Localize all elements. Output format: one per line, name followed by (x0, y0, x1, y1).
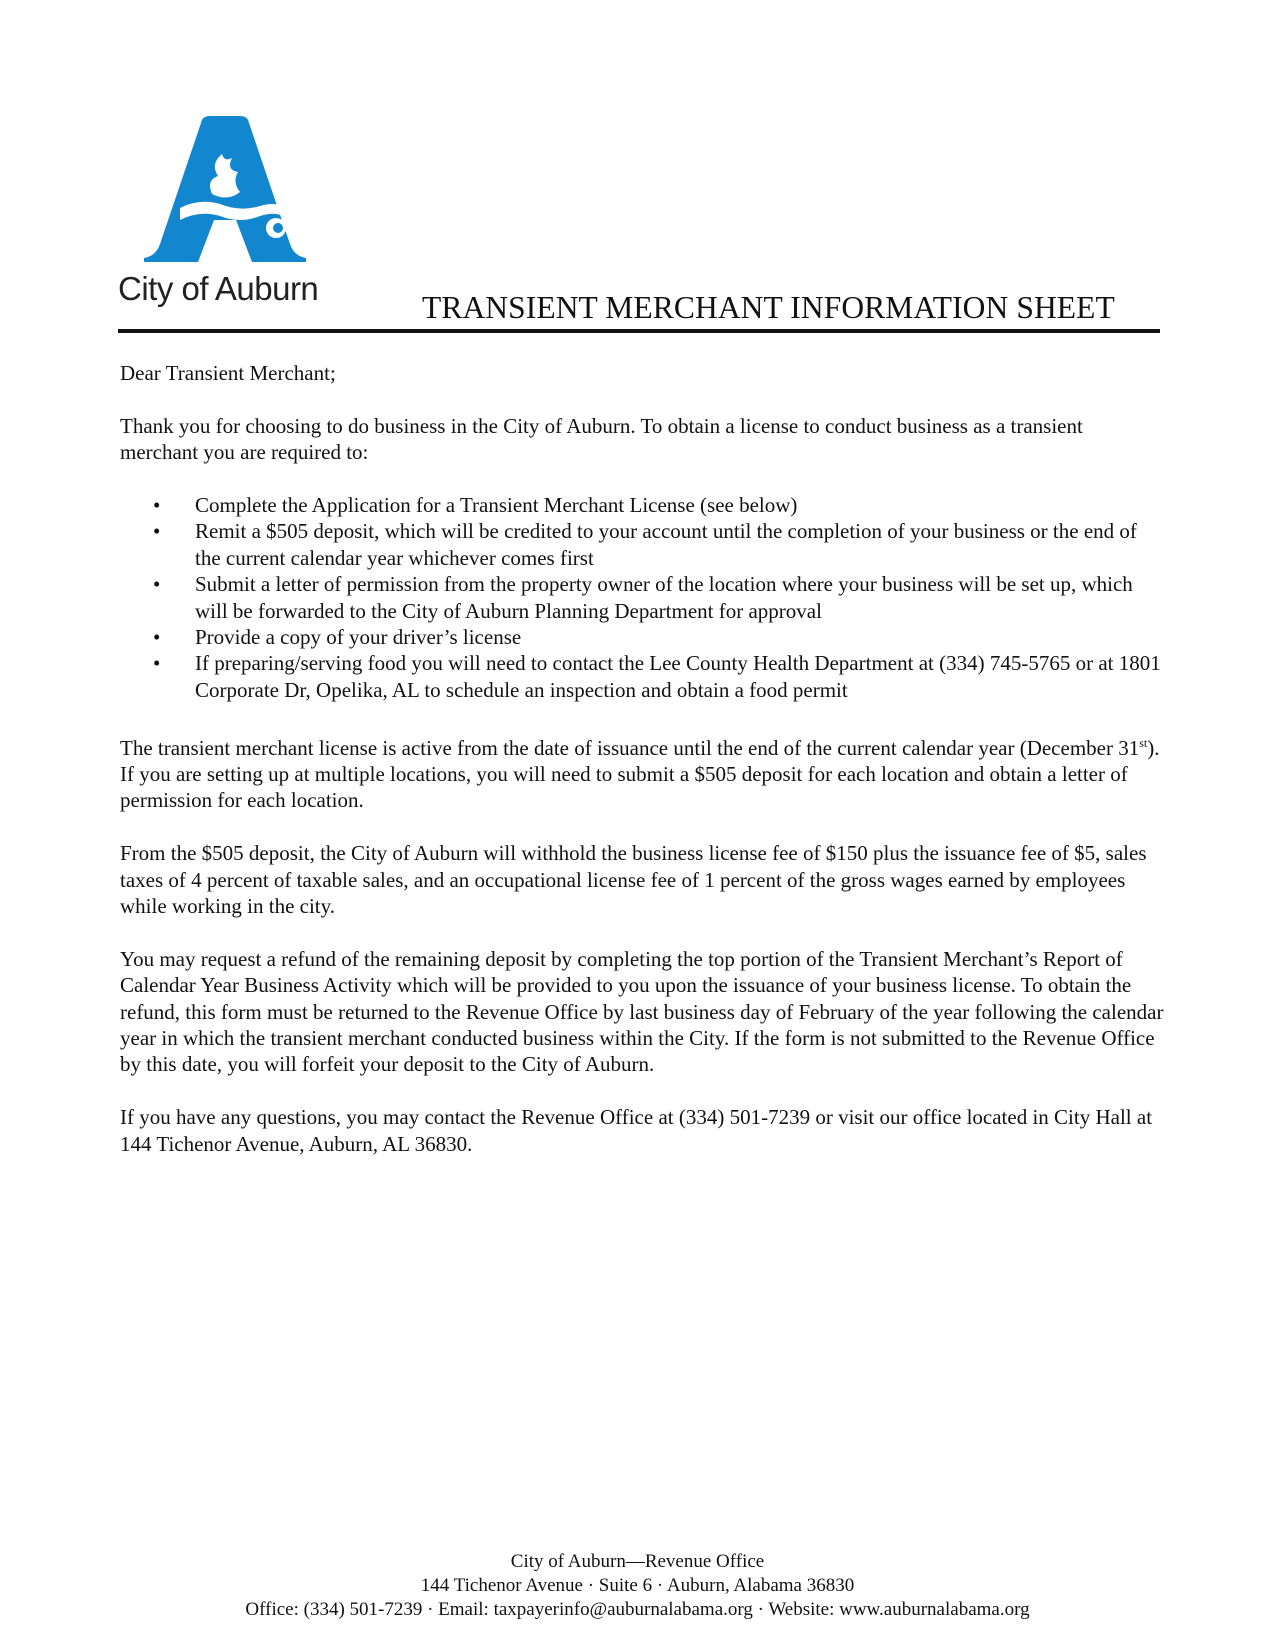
license-paragraph (120, 730, 1165, 814)
footer-address: 144 Tichenor Avenue · Suite 6 · Auburn, Alabama 36830 (420, 1575, 855, 1596)
ordinal-suffix: st (1139, 735, 1148, 750)
logo-text: City of Auburn (118, 270, 319, 307)
list-item: • Provide a copy of your driver’s license (195, 624, 1165, 650)
footer-contact: Office: (334) 501-7239 · Email: taxpayerinfo@auburnalabama.org · Website: www.auburnalabama.org (245, 1599, 1030, 1620)
footer (0, 1550, 1275, 1622)
header-divider (118, 329, 1160, 333)
requirements-list (120, 492, 1165, 703)
refund-paragraph: You may request a refund of the remaining deposit by completing the top portion of the Transient Merchant’s Report of Calendar Year Business Activity which will be provided to you upon the issuance of your business license. To obtain the refund, this form must be returned to the Revenue Office by last business day of February of the year following the calendar year in which the transient merchant conducted business within the City. If the form is not submitted to the Revenue Office by this date, you will forfeit your deposit to the City of Auburn. (120, 946, 1164, 1077)
salutation: Dear Transient Merchant; (120, 361, 336, 385)
list-item: • Remit a $505 deposit, which will be credited to your account until the completion of your business or the end of the current calendar year whichever comes first (195, 518, 1165, 571)
intro-paragraph: Thank you for choosing to do business in the City of Auburn. To obtain a license to conduct business as a transient merchant you are required to: (120, 413, 1083, 465)
footer-office: City of Auburn—Revenue Office (510, 1551, 765, 1572)
document-title: TRANSIENT MERCHANT INFORMATION SHEET (422, 290, 1115, 325)
list-item: • Complete the Application for a Transient Merchant License (see below) (195, 492, 1165, 518)
list-item: • Submit a letter of permission from the property owner of the location where your business will be set up, which will be forwarded to the City of Auburn Planning Department for approval (195, 571, 1165, 624)
list-item: • If preparing/serving food you will need to contact the Lee County Health Department at (334) 745-5765 or at 1801 Corporate Dr, Opelika, AL to schedule an inspection and obtain a food permit (195, 650, 1165, 703)
city-logo (118, 116, 350, 308)
letter-body (120, 360, 1165, 1183)
deposit-paragraph: From the $505 deposit, the City of Auburn will withhold the business license fee of $150 plus the issuance fee of $5, sales taxes of 4 percent of taxable sales, and an occupational license fee of 1 percent of the gross wages earned by employees while working in the city. (120, 841, 1147, 919)
license-text-b: ). If you are setting up at multiple locations, you will need to submit a $505 deposit for each location and obtain a letter of permission for each location. (120, 735, 1160, 813)
contact-paragraph: If you have any questions, you may contact the Revenue Office at (334) 501-7239 or visit our office located in City Hall at 144 Tichenor Avenue, Auburn, AL 36830. (120, 1105, 1153, 1156)
license-text-a: The transient merchant license is active from the date of issuance until the end of the current calendar year (December 31 (120, 735, 1140, 760)
auburn-a-logo-icon (140, 116, 310, 268)
